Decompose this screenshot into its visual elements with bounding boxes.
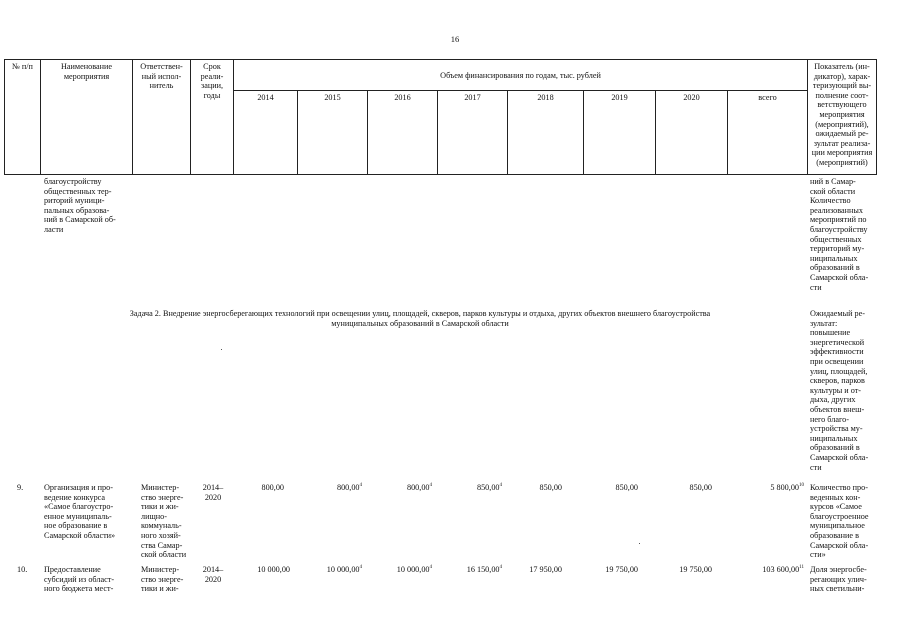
row-10-value-2020: 19 750,00 (679, 565, 712, 574)
row-10-value-total: 103 600,00$^{11}$ (762, 565, 804, 574)
row-9-value-2019: 850,00 (615, 483, 638, 492)
year-2015: 2015 (324, 93, 341, 102)
header-indicator: Показатель (ин- дикатор), харак- теризующий вы- полнение соот- ветствующего мероприятия (мероприятий), ожидаемый ре- зультат реализа- ции мероприятия (мероприятий) (811, 62, 873, 167)
year-2019: 2019 (611, 93, 628, 102)
header-financing: Объем финансирования по годам, тыс. рублей (440, 71, 601, 80)
header-num: № п/п (12, 62, 33, 71)
row-10-executor: Министер- ство энерге- тики и жи- (141, 565, 184, 594)
continuation-name: благоустройству общественных тер- риторий муници- пальных образова- ний в Самарской об- ласти (44, 177, 116, 234)
row-9-value-2016: 800,00$^4$ (406, 483, 432, 492)
row-10-value-2016: 10 000,00$^4$ (396, 565, 432, 574)
row-9-value-2015: 800,00$^4$ (336, 483, 362, 492)
header-name: Наименование мероприятия (60, 62, 112, 81)
header-term: Срок реали- зации, годы (200, 62, 224, 100)
row-10-num: 10. (17, 565, 28, 574)
row-10-value-2015: 10 000,00$^4$ (326, 565, 362, 574)
continuation-indicator: ний в Самар- ской области Количество реализованных мероприятий по благоустройству общественных территорий му- ниципальных образований в Самарской обла- сти (810, 177, 869, 292)
row-10-value-2014: 10 000,00 (257, 565, 290, 574)
row-10-term: 2014– 2020 (202, 565, 224, 584)
year-2018: 2018 (537, 93, 554, 102)
year-2017: 2017 (464, 93, 481, 102)
year-total: всего (758, 93, 777, 102)
row-9-value-2020: 850,00 (689, 483, 712, 492)
row-9-executor: Министер- ство энерге- тики и жи- лищно- коммуналь- ного хозяй- ства Самар- ской области (141, 483, 187, 560)
row-9-name: Организация и про- ведение конкурса «Самое благоустро- енное муниципаль- ное образование в Самарской области» (44, 483, 116, 540)
row-10-indicator: Доля энергосбе- регающих улич- ных светильни- (810, 565, 867, 594)
row-9-value-2018: 850,00 (539, 483, 562, 492)
row-10-value-2019: 19 750,00 (605, 565, 638, 574)
task-2-heading: Задача 2. Внедрение энергосберегающих технологий при освещении улиц, площадей, скверов, парков культуры и отдыха, других объектов внешнего благоустройства муниципальных образований в Самарской области (129, 309, 711, 328)
year-2020: 2020 (683, 93, 700, 102)
task-2-indicator: Ожидаемый ре- зультат: повышение энергетической эффективности при освещении улиц, площадей, скверов, парков культуры и от- дыха, других объектов внеш- него благо- устройства му- ниципальных образований в Самарской обла- сти (810, 309, 869, 472)
row-10-value-2017: 16 150,00$^4$ (466, 565, 502, 574)
row-10-value-2018: 17 950,00 (529, 565, 562, 574)
row-9-value-2017: 850,00$^4$ (476, 483, 502, 492)
row-9-value-2014: 800,00 (261, 483, 284, 492)
row-9-num: 9. (17, 483, 24, 492)
page-number: 16 (450, 34, 460, 44)
header-executor: Ответствен- ный испол- нитель (140, 62, 183, 91)
row-9-term: 2014– 2020 (202, 483, 224, 502)
row-10-name: Предоставление субсидий из област- ного бюджета мест- (44, 565, 115, 594)
year-2014: 2014 (257, 93, 274, 102)
year-2016: 2016 (394, 93, 411, 102)
row-9-indicator: Количество про- веденных кон- курсов «Самое благоустроенное муниципальное образование в Самарской обла- сти» (810, 483, 869, 560)
row-9-value-total: 5 800,00$^{10}$ (770, 483, 804, 492)
